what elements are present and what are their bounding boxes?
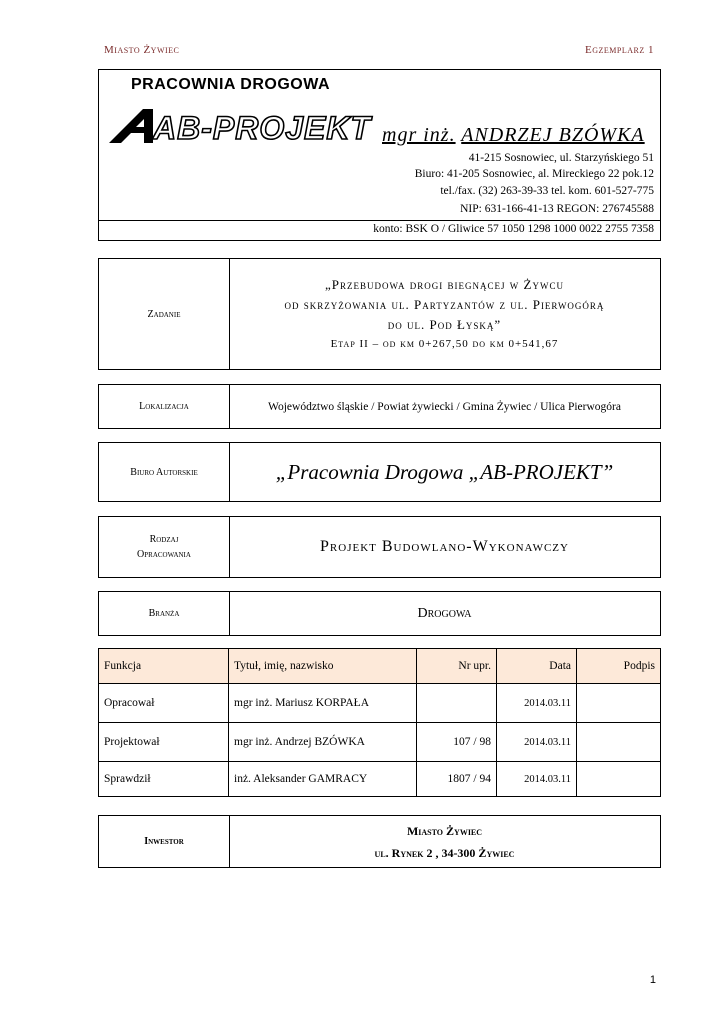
task-line-2: od skrzyżowania ul. Partyzantów z ul. Pierwogórą xyxy=(284,297,605,312)
ab-projekt-logo xyxy=(109,106,374,146)
row-license-no: 107 / 98 xyxy=(417,723,497,762)
owner-prefix: mgr inż. xyxy=(382,124,456,146)
task-line-1: „Przebudowa drogi biegnącej w Żywcu xyxy=(325,277,564,292)
header-license-no: Nr upr. xyxy=(417,649,497,684)
row-license-no xyxy=(417,684,497,723)
row-function: Projektował xyxy=(99,723,229,762)
author-office-row xyxy=(98,442,661,502)
investor-address: ul. Rynek 2 , 34-300 Żywiec xyxy=(374,845,515,860)
signatures-table xyxy=(98,648,661,797)
row-date: 2014.03.11 xyxy=(497,762,577,797)
table-header-row xyxy=(99,649,661,684)
row-date: 2014.03.11 xyxy=(497,723,577,762)
investor-name: Miasto Żywiec xyxy=(406,823,483,838)
location-value: Województwo śląskie / Powiat żywiecki / Gmina Żywiec / Ulica Pierwogóra xyxy=(268,400,621,413)
row-function: Sprawdził xyxy=(99,762,229,797)
document-type-label-line-2: Opracowania xyxy=(137,549,191,560)
header-signature: Podpis xyxy=(577,649,661,684)
task-stage: Etap II – od km 0+267,50 do km 0+541,67 xyxy=(330,338,559,350)
author-office-label: Biuro Autorskie xyxy=(99,443,230,501)
row-signature xyxy=(577,723,661,762)
header-function: Funkcja xyxy=(99,649,229,684)
investor-row xyxy=(98,815,661,868)
office-address-line: Biuro: 41-205 Sosnowiec, al. Mireckiego 22 pok.12 xyxy=(414,168,654,180)
nip-regon-line: NIP: 631-166-41-13 REGON: 276745588 xyxy=(460,203,654,215)
logo-text: AB-PROJEKT xyxy=(153,110,372,146)
location-row xyxy=(98,384,661,429)
row-person: mgr inż. Mariusz KORPAŁA xyxy=(229,684,417,723)
discipline-label: Branża xyxy=(99,592,230,635)
task-value xyxy=(229,259,660,369)
bank-account: konto: BSK O / Gliwice 57 1050 1298 1000 0022 2755 7358 xyxy=(373,223,654,235)
row-signature xyxy=(577,762,661,797)
company-owner xyxy=(382,124,645,147)
company-division: PRACOWNIA DROGOWA xyxy=(131,76,331,93)
address-line: 41-215 Sosnowiec, ul. Starzyńskiego 51 xyxy=(468,152,654,164)
row-person: mgr inż. Andrzej BZÓWKA xyxy=(229,723,417,762)
table-row xyxy=(99,723,661,762)
row-person: inż. Aleksander GAMRACY xyxy=(229,762,417,797)
document-type-value: Projekt Budowlano-Wykonawczy xyxy=(320,538,569,555)
location-label: Lokalizacja xyxy=(99,385,230,428)
investor-label: Inwestor xyxy=(99,816,230,867)
task-row xyxy=(98,258,661,370)
discipline-value: Drogowa xyxy=(417,605,472,621)
company-block xyxy=(98,69,661,241)
document-type-label-line-1: Rodzaj xyxy=(149,534,179,545)
header-city: Miasto Żywiec xyxy=(104,44,180,56)
row-license-no: 1807 / 94 xyxy=(417,762,497,797)
header-copy-number: Egzemplarz 1 xyxy=(585,44,654,56)
page-number: 1 xyxy=(649,974,656,986)
header-title-name: Tytuł, imię, nazwisko xyxy=(229,649,417,684)
task-line-3: do ul. Pod Łyską” xyxy=(387,317,502,332)
table-row xyxy=(99,684,661,723)
discipline-row xyxy=(98,591,661,636)
row-signature xyxy=(577,684,661,723)
document-type-label xyxy=(99,517,230,577)
investor-value xyxy=(229,816,660,867)
document-type-row xyxy=(98,516,661,578)
row-date: 2014.03.11 xyxy=(497,684,577,723)
task-label: Zadanie xyxy=(99,259,230,369)
owner-name: ANDRZEJ BZÓWKA xyxy=(461,124,645,146)
header-date: Data xyxy=(497,649,577,684)
author-office-value: „Pracownia Drogowa „AB-PROJEKT” xyxy=(275,459,614,484)
row-function: Opracował xyxy=(99,684,229,723)
table-row xyxy=(99,762,661,797)
phone-line: tel./fax. (32) 263-39-33 tel. kom. 601-527-775 xyxy=(440,185,654,197)
company-divider xyxy=(99,220,660,221)
